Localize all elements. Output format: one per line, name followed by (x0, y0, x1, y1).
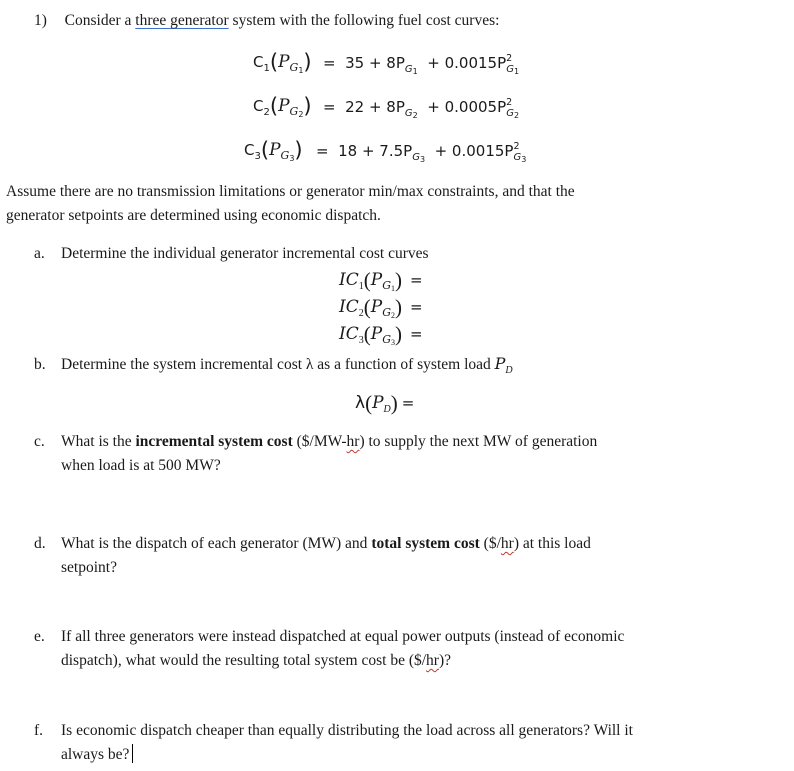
part-c-line-2: when load is at 500 MW? (61, 457, 221, 474)
part-a-text: Determine the individual generator incremental cost curves (61, 245, 429, 262)
question-number: 1) (34, 12, 47, 29)
part-c: c. What is the incremental system cost ($/MW-hr) to supply the next MW of generation (34, 430, 597, 454)
part-e-label: e. (34, 628, 45, 645)
part-d-label: d. (34, 535, 46, 552)
ic-curve-3: $IC_3(P_{G_3})$ = (339, 322, 423, 347)
cost-curve-3: $C_3(P_{G_3})$ (244, 138, 303, 163)
part-b-text: Determine the system incremental cost λ as a function of system load (61, 356, 491, 373)
part-c-label: c. (34, 433, 45, 450)
cost-curve-2: $C_2(P_{G_2})$ (253, 94, 312, 119)
question-intro-post: system with the following fuel cost curves: (232, 12, 500, 29)
part-f: f. Is economic dispatch cheaper than equally distributing the load across all generators? Will it (34, 719, 633, 743)
cost-curve-1-rhs: = $35 + 8P_{G_1} + 0.0015P^2_{G_1}$ (323, 53, 520, 76)
part-a (34, 242, 429, 266)
part-d-line-2: setpoint? (61, 559, 117, 576)
ic-curve-1: $IC_1(P_{G_1})$ = (339, 268, 423, 293)
question-intro-link[interactable]: three generator (135, 12, 229, 29)
assumption-line-1: Assume there are no transmission limitations or generator min/max constraints, and that the (6, 183, 575, 200)
part-b-load-var: P (494, 354, 506, 373)
part-b (34, 352, 513, 383)
text-cursor (132, 744, 133, 763)
cost-curve-2-rhs: = $22 + 8P_{G_2} + 0.0005P^2_{G_2}$ (323, 97, 520, 120)
cost-curve-1: $C_1(P_{G_1})$ (253, 50, 312, 75)
part-b-label: b. (34, 356, 46, 373)
lambda-equation: $\lambda(P_D)$ = (355, 391, 415, 415)
part-e: e. If all three generators were instead dispatched at equal power outputs (instead of economic (34, 625, 624, 649)
cost-curve-3-rhs: = $18 + 7.5P_{G_3} + 0.0015P^2_{G_3}$ (316, 141, 527, 164)
part-e-line-2: dispatch), what would the resulting total system cost be ($/hr)? (61, 652, 452, 669)
part-a-label: a. (34, 245, 45, 262)
question-header (34, 9, 499, 33)
question-intro-pre: Consider a (64, 12, 132, 29)
ic-curve-2: $IC_2(P_{G_2})$ = (339, 295, 423, 320)
part-f-label: f. (34, 722, 44, 739)
part-b-load-sub: D (505, 365, 513, 376)
part-f-line-2[interactable]: always be? (61, 743, 133, 767)
assumption-line-2: generator setpoints are determined using economic dispatch. (6, 207, 381, 224)
part-d: d. What is the dispatch of each generator (MW) and total system cost ($/hr) at this load (34, 532, 591, 556)
